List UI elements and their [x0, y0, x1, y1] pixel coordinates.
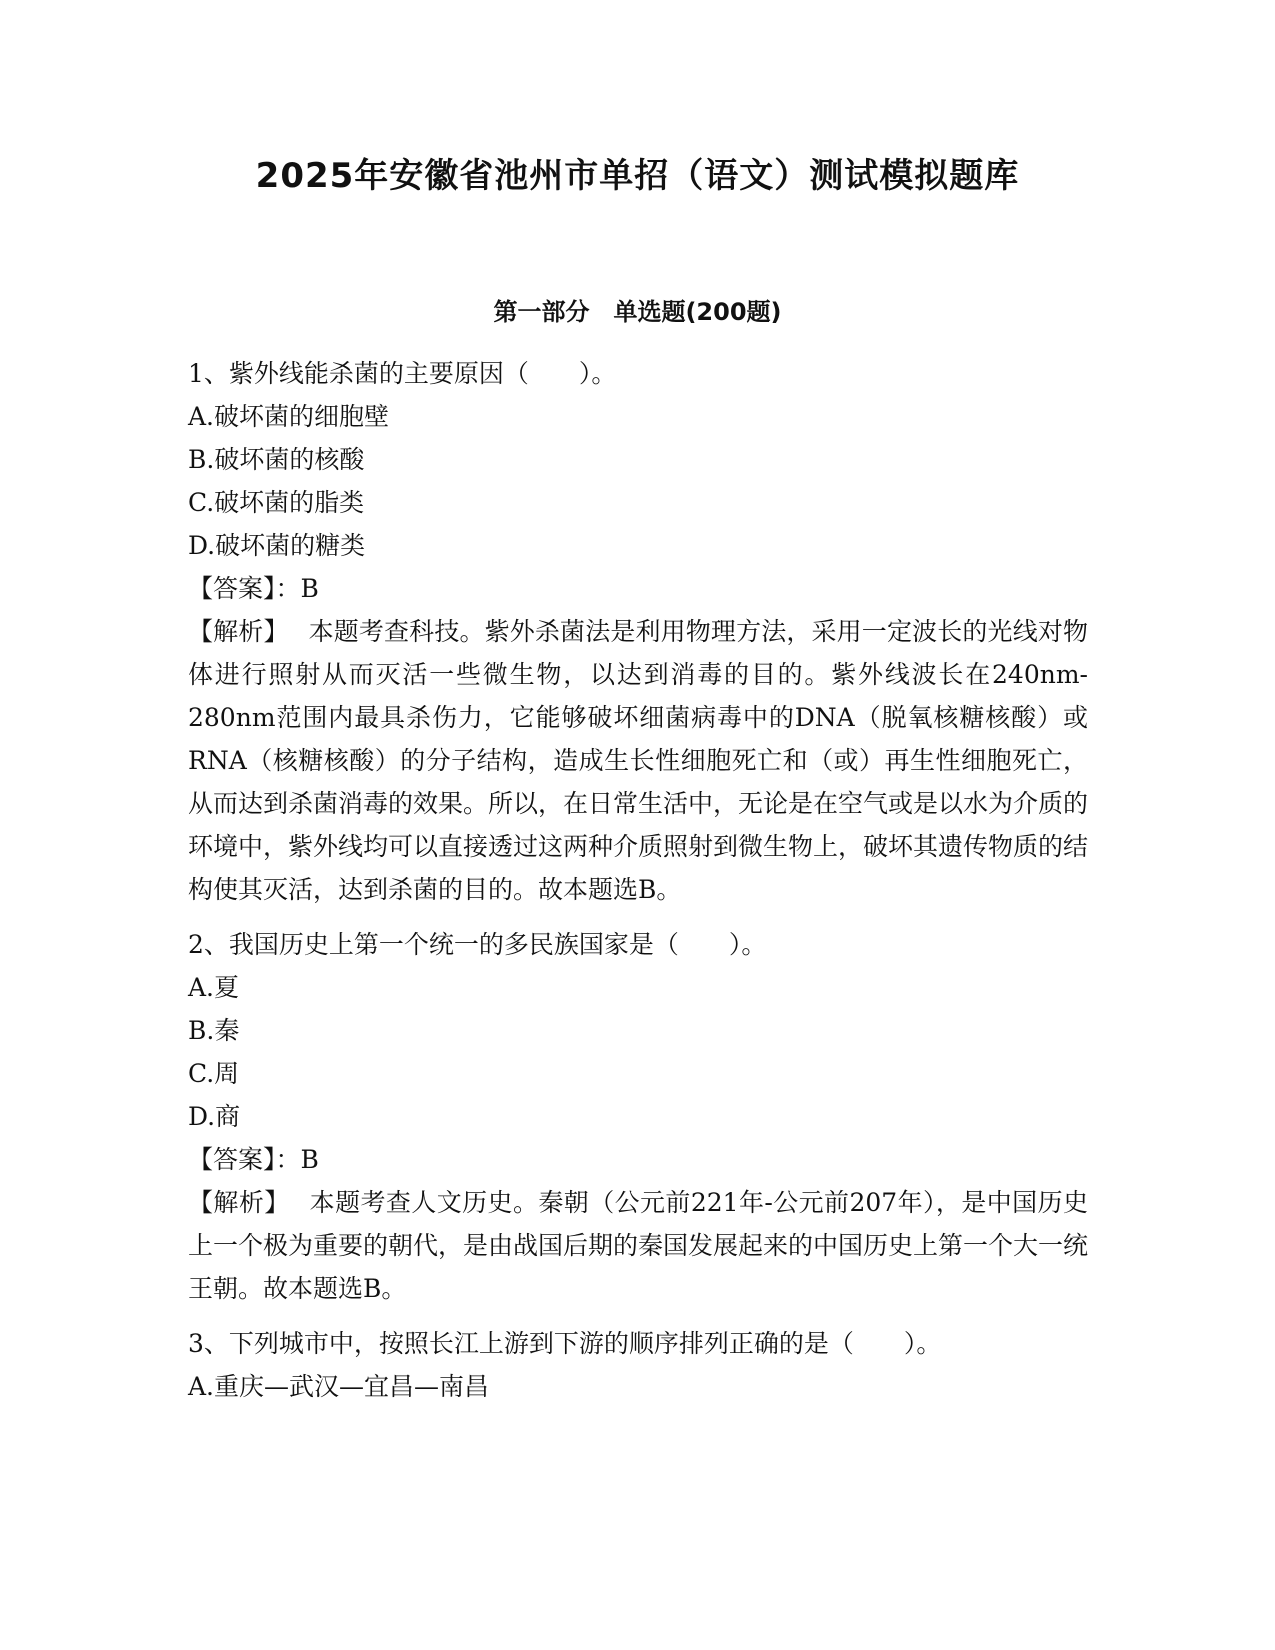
answer-label: 【答案】： [188, 1145, 301, 1174]
answer-label: 【答案】： [188, 574, 301, 603]
answer-line [188, 567, 1088, 610]
question-stem: 2、我国历史上第一个统一的多民族国家是（ ）。 [188, 930, 767, 959]
explanation-label: 【解析】 [188, 617, 289, 646]
option-a: A.夏 [188, 973, 240, 1002]
answer-line [188, 1138, 1088, 1181]
option-b: B.秦 [188, 1016, 240, 1045]
explanation-label: 【解析】 [188, 1188, 290, 1217]
question-list [188, 352, 1088, 1420]
option-a: A.破坏菌的细胞壁 [188, 402, 390, 431]
option-c: C.周 [188, 1059, 240, 1088]
answer-value: B [300, 1145, 319, 1174]
explanation-text: 本题考查科技。紫外杀菌法是利用物理方法，采用一定波长的光线对物体进行照射从而灭活一些微生物，以达到消毒的目的。紫外线波长在240nm-280nm范围内最具杀伤力，它能够破坏细菌病毒中的DNA（脱氧核糖核酸）或RNA（核糖核酸）的分子结构，造成生长性细胞死亡和（或）再生性细胞死亡，从而达到杀菌消毒的效果。所以，在日常生活中，无论是在空气或是以水为介质的环境中，紫外线均可以直接透过这两种介质照射到微生物上，破坏其遗传物质的结构使其灭活，达到杀菌的目的。故本题选B。 [188, 617, 1089, 904]
explanation-text: 本题考查人文历史。秦朝（公元前221年-公元前207年），是中国历史上一个极为重要的朝代，是由战国后期的秦国发展起来的中国历史上第一个大一统王朝。故本题选B。 [188, 1188, 1089, 1303]
document-title: 2025年安徽省池州市单招（语文）测试模拟题库 [255, 156, 1020, 196]
question-1 [188, 352, 1088, 911]
option-a: A.重庆—武汉—宜昌—南昌 [188, 1372, 490, 1401]
explanation [188, 610, 1088, 911]
option-b: B.破坏菌的核酸 [188, 445, 365, 474]
question-2 [188, 923, 1088, 1310]
question-stem: 1、紫外线能杀菌的主要原因（ ）。 [188, 359, 617, 388]
answer-value: B [300, 574, 319, 603]
section-title: 第一部分 单选题(200题) [493, 298, 782, 326]
explanation [188, 1181, 1088, 1310]
question-stem: 3、下列城市中，按照长江上游到下游的顺序排列正确的是（ ）。 [188, 1329, 942, 1358]
option-c: C.破坏菌的脂类 [188, 488, 365, 517]
question-3 [188, 1322, 1088, 1408]
option-d: D.破坏菌的糖类 [188, 531, 366, 560]
option-d: D.商 [188, 1102, 241, 1131]
